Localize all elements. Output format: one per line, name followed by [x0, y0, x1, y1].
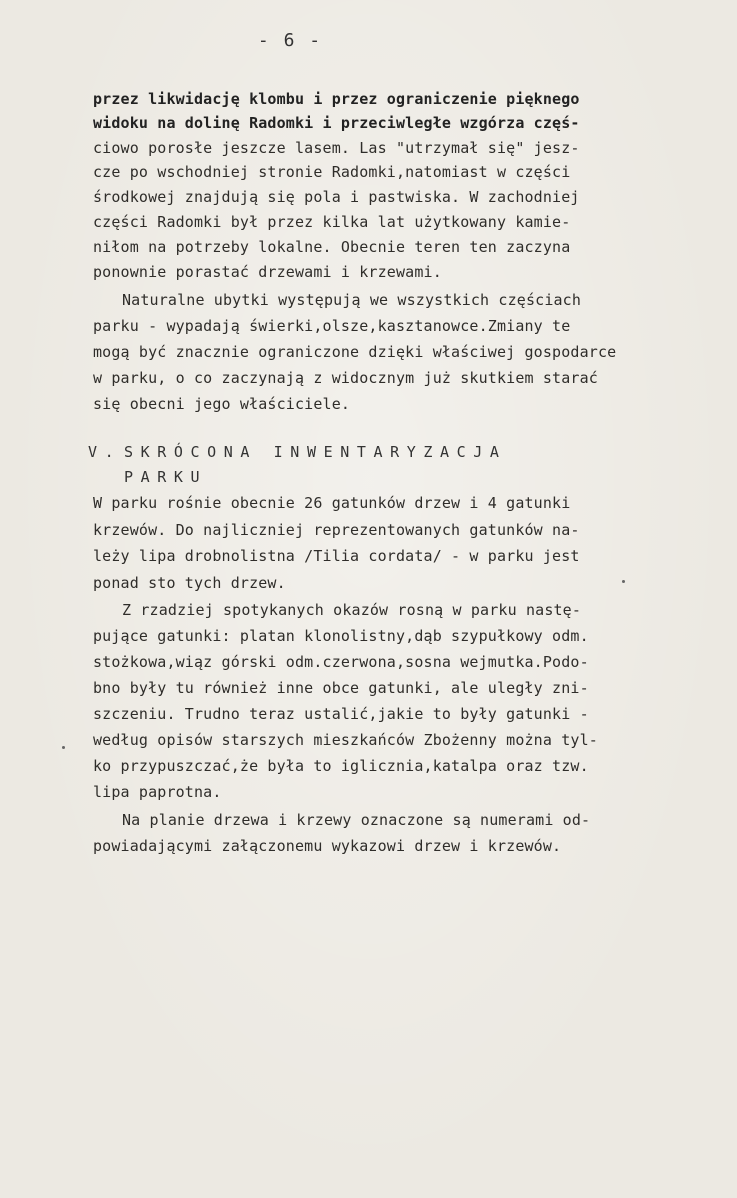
text-line: części Radomki był przez kilka lat użytkowany kamie-: [93, 213, 571, 231]
text-line: Naturalne ubytki występują we wszystkich częściach: [122, 291, 582, 309]
text-line: Z rzadziej spotykanych okazów rosną w parku nastę-: [122, 601, 582, 619]
text-line: widoku na dolinę Radomki i przeciwległe wzgórza częś-: [93, 114, 580, 132]
scan-mark: [622, 580, 625, 583]
text-line: stożkowa,wiąz górski odm.czerwona,sosna wejmutka.Podo-: [93, 653, 589, 671]
text-line: pujące gatunki: platan klonolistny,dąb szypułkowy odm.: [93, 627, 589, 645]
text-line: lipa paprotna.: [93, 783, 222, 801]
text-line: parku - wypadają świerki,olsze,kasztanowce.Zmiany te: [93, 317, 571, 335]
text-line: powiadającymi załączonemu wykazowi drzew i krzewów.: [93, 837, 562, 855]
text-line: ko przypuszczać,że była to iglicznia,katalpa oraz tzw.: [93, 757, 589, 775]
text-line: się obecni jego właściciele.: [93, 395, 351, 413]
text-line: szczeniu. Trudno teraz ustalić,jakie to były gatunki -: [93, 705, 589, 723]
text-line: według opisów starszych mieszkańców Zbożenny można tyl-: [93, 731, 598, 749]
page-number: - 6 -: [257, 30, 323, 51]
text-line: bno były tu również inne obce gatunki, ale uległy zni-: [93, 679, 589, 697]
text-line: ponownie porastać drzewami i krzewami.: [93, 263, 442, 281]
text-line: środkowej znajdują się pola i pastwiska. W zachodniej: [93, 188, 580, 206]
text-line: W parku rośnie obecnie 26 gatunków drzew i 4 gatunki: [93, 494, 571, 512]
text-line: Na planie drzewa i krzewy oznaczone są numerami od-: [122, 811, 591, 829]
text-line: przez likwidację klombu i przez ograniczenie pięknego: [93, 90, 580, 108]
text-line: leży lipa drobnolistna /Tilia cordata/ - w parku jest: [93, 547, 580, 565]
text-line: cze po wschodniej stronie Radomki,natomiast w części: [93, 163, 571, 181]
text-line: krzewów. Do najliczniej reprezentowanych gatunków na-: [93, 521, 580, 539]
text-line: mogą być znacznie ograniczone dzięki właściwej gospodarce: [93, 343, 617, 361]
text-line: niłom na potrzeby lokalne. Obecnie teren ten zaczyna: [93, 238, 571, 256]
text-line: ponad sto tych drzew.: [93, 574, 286, 592]
scan-mark: [62, 746, 65, 749]
section-title-line-1: SKRÓCONA INWENTARYZACJA: [124, 443, 507, 461]
text-line: w parku, o co zaczynają z widocznym już skutkiem starać: [93, 369, 598, 387]
text-line: ciowo porosłe jeszcze lasem. Las "utrzymał się" jesz-: [93, 139, 580, 157]
section-number: V.: [88, 443, 122, 461]
section-title-line-2: PARKU: [124, 468, 208, 486]
